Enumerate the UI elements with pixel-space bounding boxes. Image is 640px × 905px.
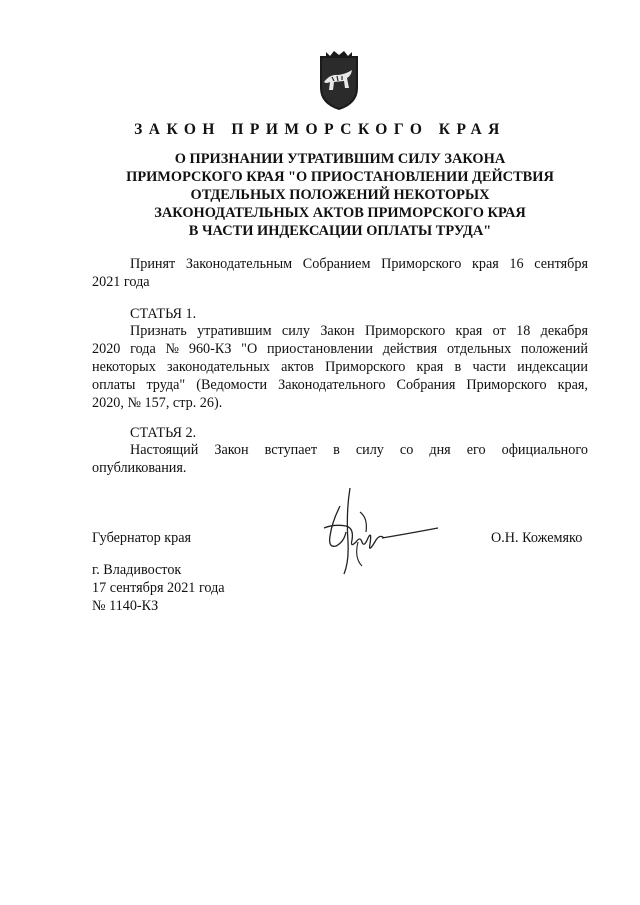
subtitle-line: ЗАКОНОДАТЕЛЬНЫХ АКТОВ ПРИМОРСКОГО КРАЯ [154, 205, 526, 221]
paragraph-line [92, 322, 588, 340]
word: актов [281, 359, 314, 375]
signatory-name: О.Н. Кожемяко [491, 530, 583, 546]
word: индексации [517, 359, 588, 375]
word: Приморского [325, 359, 406, 375]
word: № [165, 341, 180, 357]
word: 18 [516, 323, 531, 339]
word: 960-КЗ [188, 341, 232, 357]
article-2-heading: СТАТЬЯ 2. [130, 425, 197, 441]
word: труда" [146, 377, 186, 393]
word: силу [355, 442, 384, 458]
word: его [466, 442, 486, 458]
paragraph-line [92, 255, 588, 273]
word: Закон [320, 323, 355, 339]
document-footer [92, 561, 225, 615]
word: Собранием [302, 256, 371, 272]
paragraph-line [92, 273, 588, 291]
word: края [455, 323, 483, 339]
word: (Ведомости [196, 377, 268, 393]
line-text [130, 441, 588, 459]
line-text: 2020, № 157, стр. 26). [92, 395, 223, 411]
word: сентября [534, 256, 588, 272]
word: отдельных [446, 341, 512, 357]
subtitle-line: О ПРИЗНАНИИ УТРАТИВШИМ СИЛУ ЗАКОНА [174, 151, 506, 167]
word: силу [281, 323, 310, 339]
line-text [92, 358, 588, 376]
word: законодательных [167, 359, 270, 375]
word: от [492, 323, 506, 339]
coat-of-arms-icon [318, 50, 360, 112]
article-2-text [92, 441, 588, 477]
paragraph-line [92, 340, 588, 358]
word: в [333, 442, 340, 458]
word: официального [501, 442, 588, 458]
word: края, [557, 377, 588, 393]
word: положений [520, 341, 588, 357]
word: Признать [130, 323, 187, 339]
word: 2020 [92, 341, 121, 357]
line-text [130, 322, 588, 340]
word: Приморского [466, 377, 547, 393]
word: Собрания [396, 377, 456, 393]
word: Приморского [381, 256, 462, 272]
law-number: № 1140-КЗ [92, 598, 159, 614]
word: действия [382, 341, 438, 357]
article-1-text [92, 322, 588, 412]
paragraph-line [92, 441, 588, 459]
word: Закон [214, 442, 249, 458]
law-subtitle [100, 150, 580, 240]
paragraph-line [92, 394, 588, 412]
article-1-heading: СТАТЬЯ 1. [130, 306, 197, 322]
word: Настоящий [130, 442, 199, 458]
word: 16 [509, 256, 524, 272]
word: года [130, 341, 156, 357]
word: Приморского [364, 323, 446, 339]
subtitle-line: ОТДЕЛЬНЫХ ПОЛОЖЕНИЙ НЕКОТОРЫХ [190, 187, 490, 203]
word: оплаты [92, 377, 136, 393]
signing-date: 17 сентября 2021 года [92, 580, 225, 596]
line-text: опубликования. [92, 460, 187, 476]
word: некоторых [92, 359, 156, 375]
subtitle-line: ПРИМОРСКОГО КРАЯ "О ПРИОСТАНОВЛЕНИИ ДЕЙСТВИЯ [126, 169, 554, 185]
handwritten-signature-icon [310, 482, 440, 578]
word: вступает [264, 442, 318, 458]
word: в [454, 359, 462, 375]
word: края [471, 256, 499, 272]
city: г. Владивосток [92, 562, 182, 578]
word: утратившим [197, 323, 272, 339]
line-text [92, 376, 588, 394]
signatory-role: Губернатор края [92, 530, 192, 546]
word: приостановлении [266, 341, 374, 357]
paragraph-line [92, 459, 588, 477]
word: "О [241, 341, 258, 357]
line-text: 2021 года [92, 274, 150, 290]
line-text [130, 255, 588, 273]
adoption-paragraph [92, 255, 588, 291]
word: Законодательного [278, 377, 386, 393]
subtitle-line: В ЧАСТИ ИНДЕКСАЦИИ ОПЛАТЫ ТРУДА" [188, 223, 492, 239]
paragraph-line [92, 358, 588, 376]
paragraph-line [92, 376, 588, 394]
word: декабря [540, 323, 588, 339]
word: Законодательным [185, 256, 293, 272]
word: части [472, 359, 506, 375]
line-text [92, 340, 588, 358]
word: края [416, 359, 444, 375]
word: со [399, 442, 414, 458]
word: Принят [130, 256, 176, 272]
law-title: ЗАКОН ПРИМОРСКОГО КРАЯ [134, 121, 506, 138]
word: дня [429, 442, 451, 458]
